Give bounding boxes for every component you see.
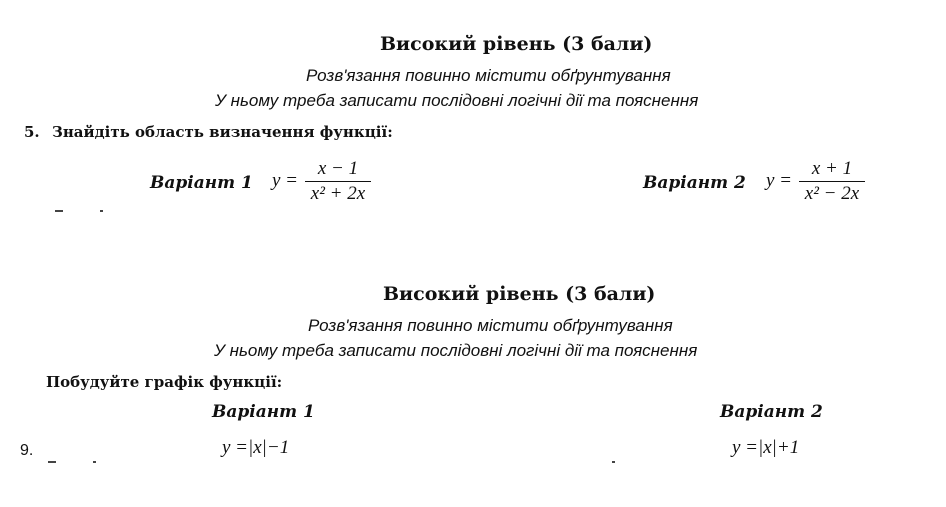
- task5-text: Знайдіть область визначення функції:: [52, 123, 393, 141]
- scan-mark: [100, 210, 103, 212]
- task9-text: Побудуйте графік функції:: [46, 373, 283, 391]
- section2-note-logical-steps: У ньому треба записати послідовні логічні дії та пояснення: [214, 341, 698, 360]
- section1-note-logical-steps: У ньому треба записати послідовні логічні дії та пояснення: [215, 91, 699, 110]
- task5-variant2-fraction: [799, 158, 865, 205]
- section1-heading: Високий рівень (3 бали): [380, 33, 653, 55]
- task5-variant1-formula: [272, 158, 371, 205]
- task5-variant1-lhs: y =: [272, 169, 299, 191]
- task5-number: 5.: [24, 123, 40, 141]
- task9-variant2-label: Варіант 2: [720, 402, 823, 422]
- task5-variant1-fraction: [305, 158, 371, 205]
- task9-variant1-formula: y =|x|−1: [222, 437, 290, 458]
- task9-variant2-formula: y =|x|+1: [732, 437, 800, 458]
- task5-variant1-denominator: x² + 2x: [310, 183, 366, 204]
- task5-variant2-formula: [766, 158, 865, 205]
- task5-variant2-lhs: y =: [766, 169, 793, 191]
- task5-variant2-numerator: x + 1: [799, 158, 865, 182]
- scan-mark: [55, 210, 63, 212]
- section1-note-justification: Розв'язання повинно містити обґрунтування: [306, 66, 671, 85]
- task5-variant1-numerator: x − 1: [305, 158, 371, 182]
- task5-variant2-denominator: x² − 2x: [804, 183, 860, 204]
- scan-mark: [93, 461, 96, 463]
- task9-variant1-label: Варіант 1: [212, 402, 315, 422]
- task9-number: 9.: [20, 442, 34, 459]
- task5-variant1-label: Варіант 1: [150, 173, 253, 193]
- scan-mark: [48, 461, 56, 463]
- task5-variant2-label: Варіант 2: [643, 173, 746, 193]
- scan-mark: [612, 461, 615, 463]
- section2-note-justification: Розв'язання повинно містити обґрунтування: [308, 316, 673, 335]
- section2-heading: Високий рівень (3 бали): [383, 283, 656, 305]
